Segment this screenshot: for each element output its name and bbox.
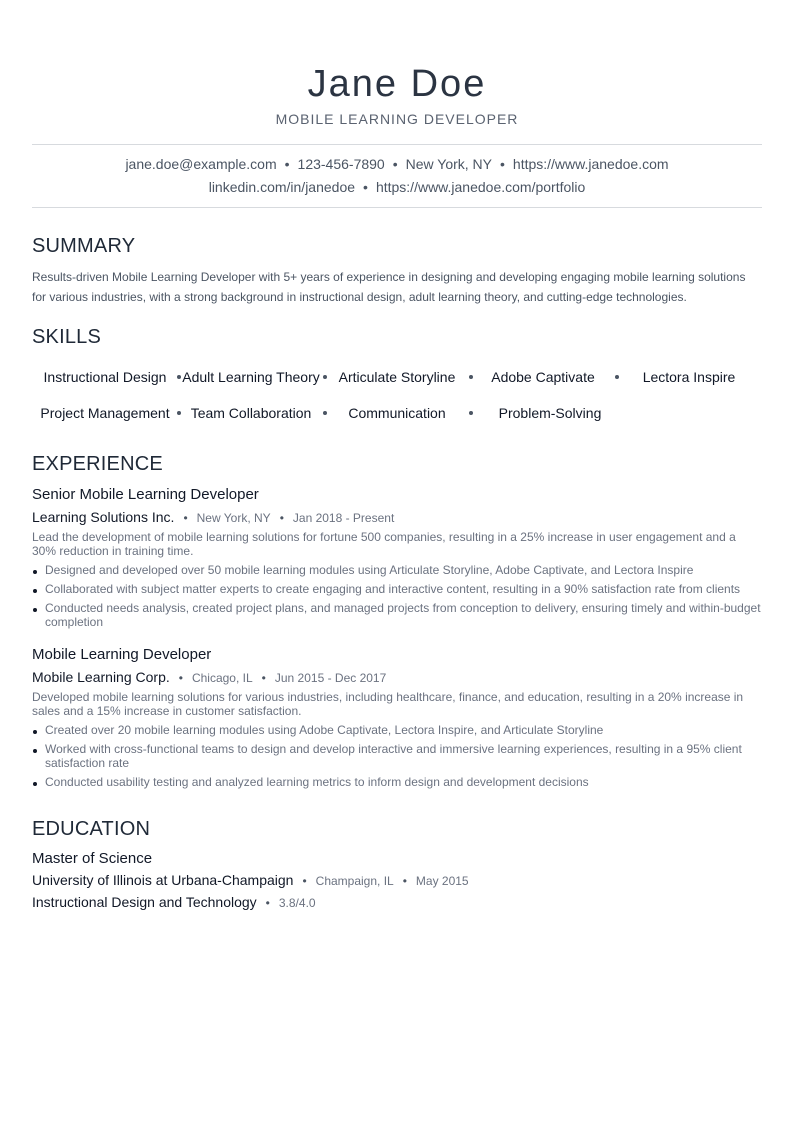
education-field-line [32,892,762,913]
summary-text: Results-driven Mobile Learning Developer with 5+ years of experience in designing and developing engaging mobile learning solutions for various industries, with a strong background in instructional design, adult learning theory, and cutting-edge technologies. [32,270,746,304]
job-entry [32,645,762,789]
job-bullet: Collaborated with subject matter experts to create engaging and interactive content, resulting in a 90% satisfaction rate from clients [32,582,762,596]
education-gpa: 3.8/4.0 [278,896,316,910]
contact-line-1 [32,153,762,176]
job-dates: Jun 2015 - Dec 2017 [274,671,387,685]
skill-label: Lectora Inspire [642,369,736,385]
job-company: Mobile Learning Corp. [32,669,170,685]
summary-heading: SUMMARY [32,235,136,257]
skill-label: Communication [348,405,446,421]
education-field: Instructional Design and Technology [32,894,257,910]
contact-separator: • [363,179,368,195]
resume-header [32,0,762,128]
job-location: New York, NY [196,511,271,525]
job-bullets [32,563,762,629]
education-degree: Master of Science [32,850,153,867]
education-heading: EDUCATION [32,818,151,840]
job-location: Chicago, IL [191,671,253,685]
skill-item [178,395,324,431]
education-location: Champaign, IL [315,874,394,888]
candidate-title: MOBILE LEARNING DEVELOPER [275,111,519,127]
contact-location: New York, NY [405,156,492,172]
job-bullet: Designed and developed over 50 mobile learning modules using Articulate Storyline, Adobe Captivate, and Lectora Inspire [32,563,762,577]
education-school-line [32,870,762,891]
candidate-name: Jane Doe [307,63,487,105]
meta-separator: • [402,874,407,888]
meta-separator: • [265,896,270,910]
skill-item [32,359,178,395]
contact-info [32,145,762,207]
job-company: Learning Solutions Inc. [32,509,175,525]
skill-item [324,395,470,431]
job-entry [32,485,762,629]
skill-label: Adobe Captivate [491,369,595,385]
skills-section [32,325,762,431]
job-dates: Jan 2018 - Present [292,511,395,525]
skill-item [616,359,762,395]
meta-separator: • [178,671,183,685]
education-section [32,817,762,913]
contact-divider [32,207,762,208]
skill-label: Problem-Solving [498,405,602,421]
meta-separator: • [183,511,188,525]
contact-portfolio[interactable]: https://www.janedoe.com/portfolio [375,179,586,195]
job-title: Mobile Learning Developer [32,646,212,663]
contact-separator: • [500,156,505,172]
contact-email[interactable]: jane.doe@example.com [125,156,277,172]
skill-label: Team Collaboration [190,405,312,421]
job-bullet: Worked with cross-functional teams to design and develop interactive and immersive learning experiences, resulting in a 95% client satisfaction rate [32,742,762,770]
meta-separator: • [302,874,307,888]
summary-section [32,234,762,307]
meta-separator: • [261,671,266,685]
contact-linkedin[interactable]: linkedin.com/in/janedoe [208,179,356,195]
contact-separator: • [392,156,398,172]
meta-separator: • [279,511,284,525]
education-date: May 2015 [415,874,469,888]
job-title: Senior Mobile Learning Developer [32,486,259,503]
education-school: University of Illinois at Urbana-Champaign [32,872,294,888]
contact-phone[interactable]: 123-456-7890 [297,156,385,172]
experience-section [32,452,762,789]
job-bullets [32,723,762,789]
skill-label: Project Management [40,405,170,421]
skill-item [470,359,616,395]
contact-separator: • [284,156,290,172]
job-description: Developed mobile learning solutions for various industries, including healthcare, finance, and education, resulting in a 20% increase in sales and a 15% increase in customer satisfaction. [32,690,744,718]
skill-label: Instructional Design [43,369,167,385]
skill-item [470,395,630,431]
job-description: Lead the development of mobile learning solutions for fortune 500 companies, resulting in a 25% increase in user engagement and a 30% reduction in training time. [32,530,736,558]
skills-heading: SKILLS [32,326,102,348]
contact-website[interactable]: https://www.janedoe.com [512,156,669,172]
experience-heading: EXPERIENCE [32,453,163,475]
job-bullet: Created over 20 mobile learning modules using Adobe Captivate, Lectora Inspire, and Articulate Storyline [32,723,762,737]
contact-line-2 [32,176,762,199]
skill-label: Articulate Storyline [338,369,456,385]
skill-item [178,359,324,395]
skill-label: Adult Learning Theory [182,369,320,385]
job-meta [32,667,762,688]
skills-grid [32,359,762,431]
job-bullet: Conducted needs analysis, created project plans, and managed projects from conception to delivery, ensuring timely and within-budget completion [32,601,762,629]
job-meta [32,507,762,528]
job-bullet: Conducted usability testing and analyzed learning metrics to inform design and development decisions [32,775,762,789]
skill-item [32,395,178,431]
skill-item [324,359,470,395]
